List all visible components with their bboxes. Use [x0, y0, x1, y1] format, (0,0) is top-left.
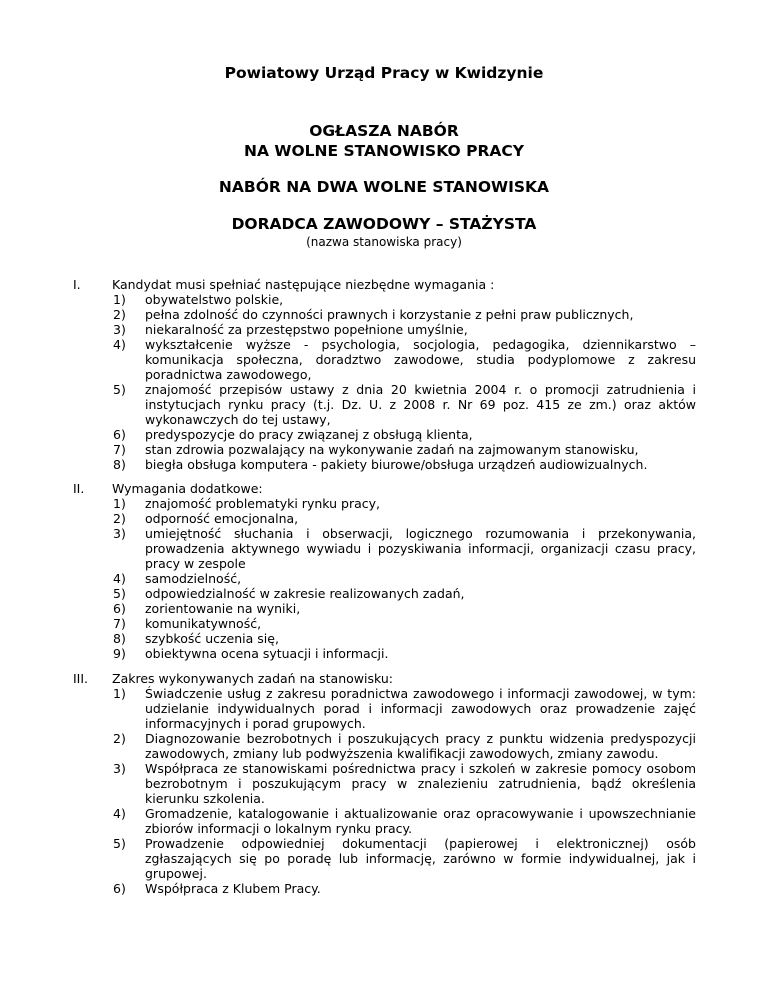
section-3-list [112, 686, 696, 896]
item-text: szybkość uczenia się, [145, 631, 279, 646]
list-item [112, 382, 696, 427]
item-text: obiektywna ocena sytuacji i informacji. [145, 646, 389, 661]
item-text: Diagnozowanie bezrobotnych i poszukujących pracy z punktu widzenia predyspozycji zawodowych, zmiany lub podwyższenia kwalifikacji zawodowych, zmiany zawodu. [145, 731, 696, 761]
position-note: (nazwa stanowiska pracy) [306, 235, 462, 249]
item-text: odporność emocjonalna, [145, 511, 299, 526]
section-3-title: Zakres wykonywanych zadań na stanowisku: [112, 671, 393, 686]
section-2-title: Wymagania dodatkowe: [112, 481, 263, 496]
item-number: 7) [113, 616, 126, 631]
item-number: 2) [113, 511, 126, 526]
item-number: 3) [113, 322, 126, 337]
item-text: zorientowanie na wyniki, [145, 601, 301, 616]
item-text: znajomość problematyki rynku pracy, [145, 496, 380, 511]
item-number: 8) [113, 631, 126, 646]
section-2-number: II. [73, 481, 85, 496]
section-3-number: III. [73, 671, 89, 686]
list-item [112, 526, 696, 571]
list-item [112, 616, 696, 631]
item-number: 6) [113, 601, 126, 616]
section-3 [112, 671, 696, 896]
item-number: 2) [113, 731, 126, 746]
office-name: Powiatowy Urząd Pracy w Kwidzynie [224, 64, 544, 82]
item-text: obywatelstwo polskie, [145, 292, 284, 307]
item-text: Świadczenie usług z zakresu poradnictwa zawodowego i informacji zawodowej, w tym: udzielanie indywidualnych porad i informacji zawodowych oraz prowadzenie zajęć informacyjnych i porad grupowych. [145, 686, 696, 731]
list-item [112, 427, 696, 442]
list-item [112, 631, 696, 646]
list-item [112, 646, 696, 661]
section-1-title: Kandydat musi spełniać następujące niezbędne wymagania : [112, 277, 495, 292]
item-text: niekaralność za przestępstwo popełnione umyślnie, [145, 322, 468, 337]
item-text: znajomość przepisów ustawy z dnia 20 kwietnia 2004 r. o promocji zatrudnienia i instytucjach rynku pracy (t.j. Dz. U. z 2008 r. Nr 69 poz. 415 ze zm.) oraz aktów wykonawczych do tej ustawy, [145, 382, 696, 427]
item-text: pełna zdolność do czynności prawnych i korzystanie z pełni praw publicznych, [145, 307, 634, 322]
item-number: 1) [113, 686, 126, 701]
list-item [112, 496, 696, 511]
list-item [112, 292, 696, 307]
list-item [112, 806, 696, 836]
item-number: 7) [113, 442, 126, 457]
list-item [112, 511, 696, 526]
item-number: 1) [113, 292, 126, 307]
item-number: 5) [113, 586, 126, 601]
list-item [112, 337, 696, 382]
item-number: 1) [113, 496, 126, 511]
list-item [112, 731, 696, 761]
list-item [112, 442, 696, 457]
section-1-list [112, 292, 696, 472]
item-text: odpowiedzialność w zakresie realizowanych zadań, [145, 586, 465, 601]
item-number: 4) [113, 337, 126, 352]
item-text: stan zdrowia pozwalający na wykonywanie zadań na zajmowanym stanowisku, [145, 442, 639, 457]
item-number: 6) [113, 881, 126, 896]
item-text: biegła obsługa komputera - pakiety biurowe/obsługa urządzeń audiowizualnych. [145, 457, 648, 472]
item-number: 3) [113, 761, 126, 776]
item-number: 2) [113, 307, 126, 322]
item-number: 9) [113, 646, 126, 661]
item-text: wykształcenie wyższe - psychologia, socjologia, pedagogika, dziennikarstwo – komunikacja społeczna, doradztwo zawodowe, studia podyplomowe z zakresu poradnictwa zawodowego, [145, 337, 696, 382]
announce-line-2: NA WOLNE STANOWISKO PRACY [244, 142, 524, 160]
list-item [112, 586, 696, 601]
item-text: Gromadzenie, katalogowanie i aktualizowanie oraz opracowywanie i upowszechnianie zbiorów informacji o lokalnym rynku pracy. [145, 806, 696, 836]
section-1-number: I. [73, 277, 81, 292]
item-number: 6) [113, 427, 126, 442]
item-number: 3) [113, 526, 126, 541]
announce-line-1: OGŁASZA NABÓR [309, 122, 459, 140]
item-text: Prowadzenie odpowiedniej dokumentacji (papierowej i elektronicznej) osób zgłaszających się po poradę lub informację, zarówno w formie indywidualnej, jak i grupowej. [145, 836, 696, 881]
list-item [112, 881, 696, 896]
section-2 [112, 481, 696, 661]
item-number: 5) [113, 836, 126, 851]
position-title: DORADCA ZAWODOWY – STAŻYSTA [231, 215, 537, 233]
item-text: Współpraca z Klubem Pracy. [145, 881, 321, 896]
list-item [112, 686, 696, 731]
list-item [112, 761, 696, 806]
item-number: 8) [113, 457, 126, 472]
item-number: 5) [113, 382, 126, 397]
list-item [112, 322, 696, 337]
item-text: komunikatywność, [145, 616, 262, 631]
list-item [112, 571, 696, 586]
list-item [112, 307, 696, 322]
section-2-list [112, 496, 696, 661]
list-item [112, 836, 696, 881]
section-1 [112, 277, 696, 472]
item-number: 4) [113, 806, 126, 821]
item-text: samodzielność, [145, 571, 242, 586]
recruitment-heading: NABÓR NA DWA WOLNE STANOWISKA [218, 178, 550, 196]
item-text: Współpraca ze stanowiskami pośrednictwa pracy i szkoleń w zakresie pomocy osobom bezrobotnym i poszukującym pracy w znalezieniu zatrudnienia, bądź określenia kierunku szkolenia. [145, 761, 696, 806]
item-text: predyspozycje do pracy związanej z obsługą klienta, [145, 427, 473, 442]
item-number: 4) [113, 571, 126, 586]
item-text: umiejętność słuchania i obserwacji, logicznego rozumowania i przekonywania, prowadzenia aktywnego wywiadu i pozyskiwania informacji, organizacji czasu pracy, pracy w zespole [145, 526, 696, 571]
list-item [112, 457, 696, 472]
list-item [112, 601, 696, 616]
